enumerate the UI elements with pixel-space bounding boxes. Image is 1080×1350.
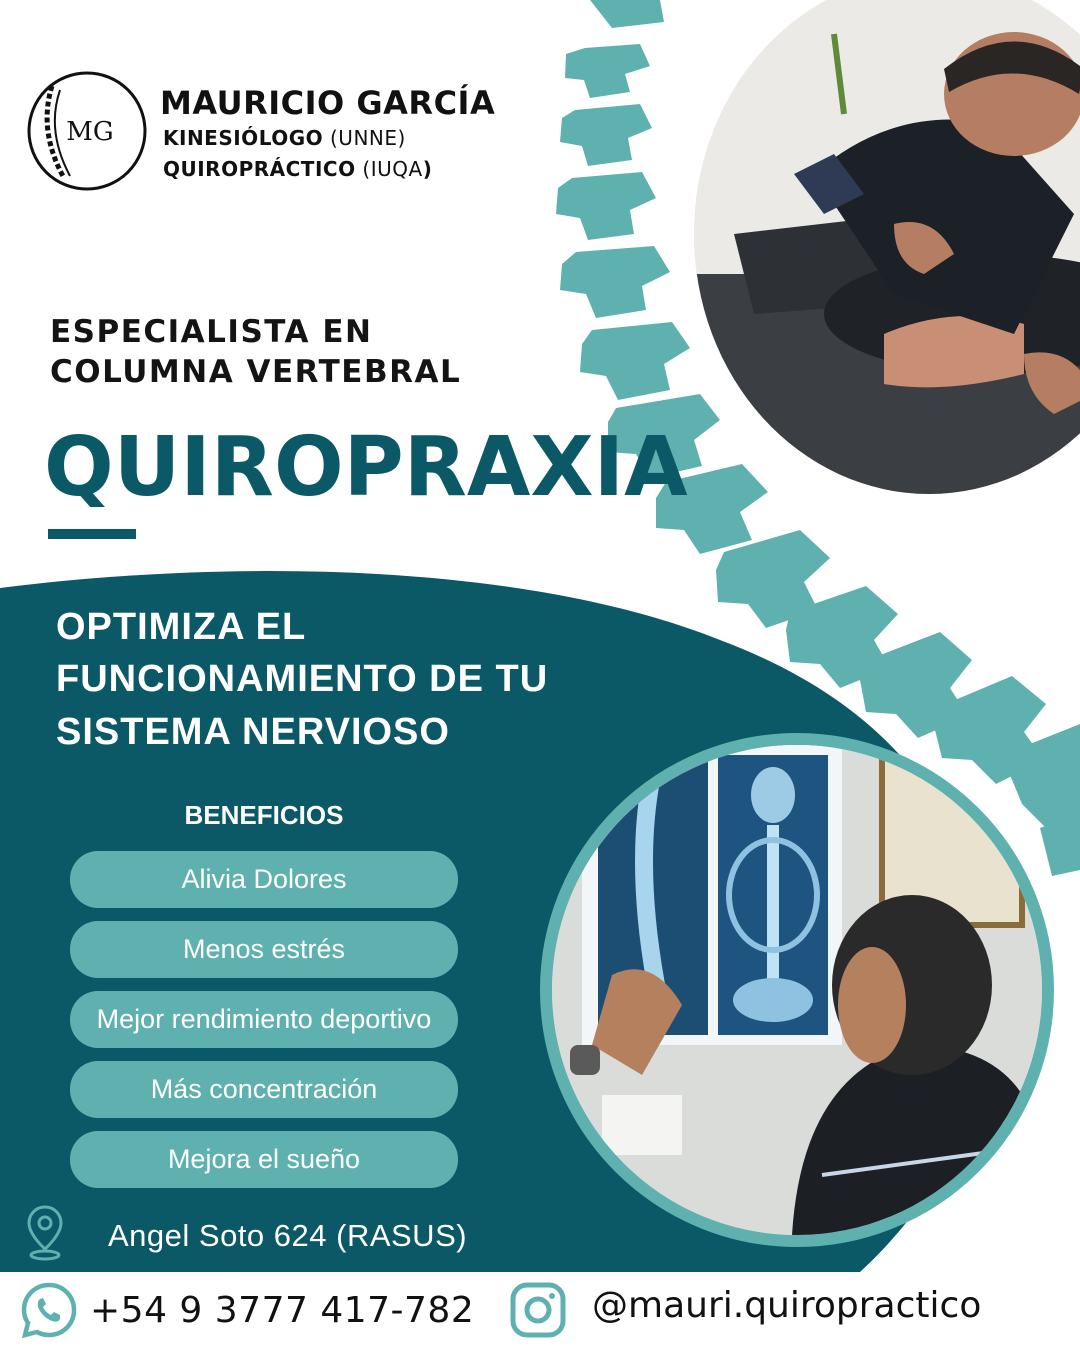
credential-kinesiologo-institution: (UNNE) <box>323 126 406 150</box>
benefit-pill: Mejor rendimiento deportivo <box>70 991 458 1048</box>
photo-illustration <box>694 0 1080 494</box>
benefit-pill: Menos estrés <box>70 921 458 978</box>
practitioner-name: MAURICIO GARCÍA <box>160 84 496 122</box>
address[interactable]: Angel Soto 624 (RASUS) <box>108 1218 468 1253</box>
benefits-title: BENEFICIOS <box>184 800 344 830</box>
map-pin-icon <box>24 1203 66 1261</box>
credential-quiropractico-institution: (IUQA <box>355 157 423 181</box>
headline-line-2: FUNCIONAMIENTO DE TU <box>56 658 549 700</box>
credential-kinesiologo-title: KINESIÓLOGO <box>163 126 324 150</box>
benefit-pill: Más concentración <box>70 1061 458 1118</box>
credential-kinesiologo <box>163 126 406 150</box>
main-title: QUIROPRAXIA <box>44 420 688 515</box>
headline-line-3: SISTEMA NERVIOSO <box>56 711 450 753</box>
title-underline <box>48 529 136 539</box>
benefit-pill: Alivia Dolores <box>70 851 458 908</box>
phone-number[interactable]: +54 9 3777 417-782 <box>90 1290 475 1331</box>
mg-logo <box>24 68 150 194</box>
credential-quiropractico <box>163 157 432 181</box>
headline-line-1: OPTIMIZA EL <box>56 606 307 648</box>
instagram-icon[interactable] <box>508 1280 568 1340</box>
xray-review-photo <box>540 733 1054 1247</box>
specialty-line-1: ESPECIALISTA EN <box>50 314 373 350</box>
instagram-handle[interactable]: @mauri.quiropractico <box>592 1285 982 1326</box>
credential-quiropractico-title: QUIROPRÁCTICO <box>163 157 356 181</box>
photo-illustration-xray <box>552 745 1042 1235</box>
whatsapp-icon[interactable] <box>20 1281 78 1339</box>
logo-monogram: MG <box>66 117 114 147</box>
specialty-line-2: COLUMNA VERTEBRAL <box>50 354 462 390</box>
benefit-pill: Mejora el sueño <box>70 1131 458 1188</box>
credential-quiropractico-paren: ) <box>422 157 433 181</box>
